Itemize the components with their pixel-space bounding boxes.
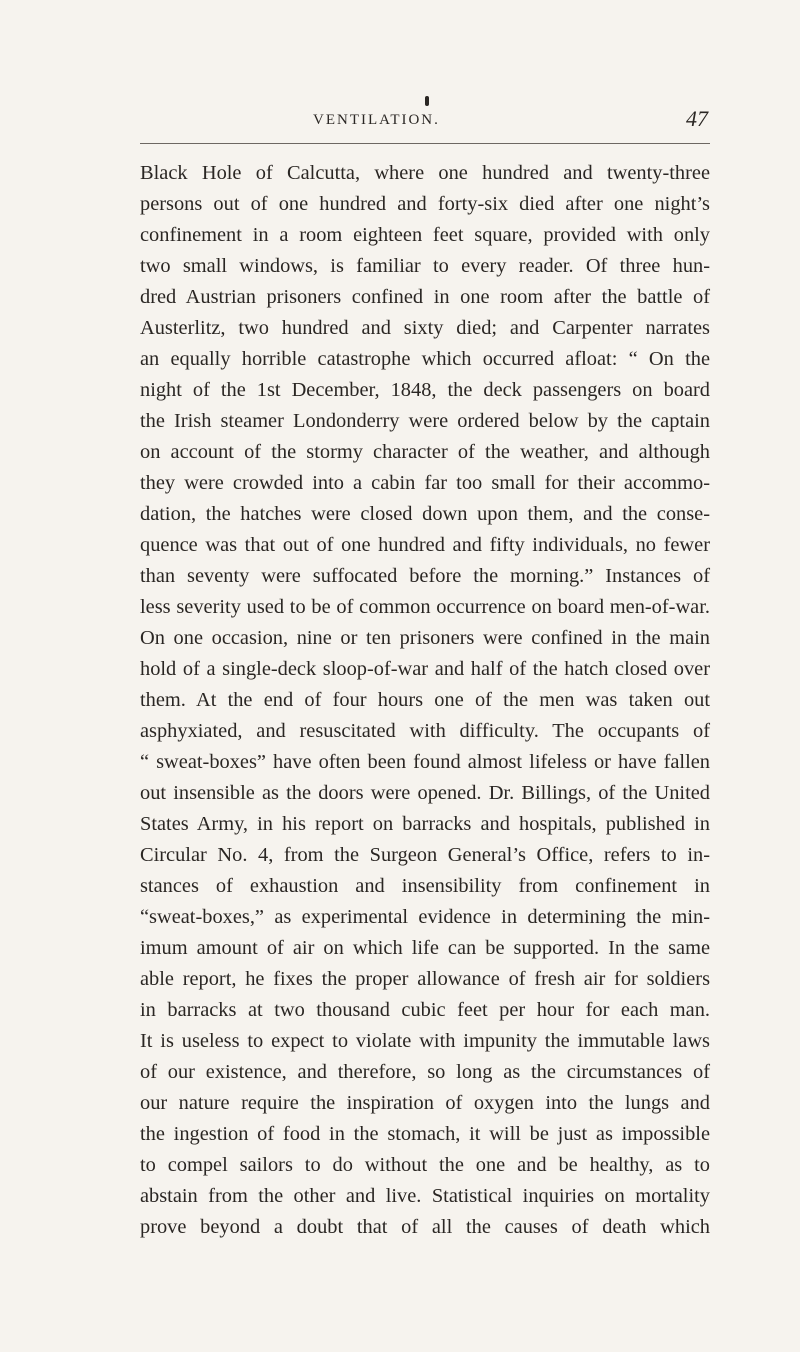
text-line: confinement in a room eighteen feet square, provided with only bbox=[140, 224, 710, 246]
text-line: night of the 1st December, 1848, the deck passengers on board bbox=[140, 379, 710, 401]
text-line: the ingestion of food in the stomach, it will be just as impossible bbox=[140, 1123, 710, 1145]
text-line: in barracks at two thousand cubic feet per hour for each man. bbox=[140, 999, 710, 1021]
running-head bbox=[140, 106, 710, 140]
text-line: the Irish steamer Londonderry were ordered below by the captain bbox=[140, 410, 710, 432]
text-line: asphyxiated, and resuscitated with difficulty. The occupants of bbox=[140, 720, 710, 742]
text-line: they were crowded into a cabin far too small for their accommo- bbox=[140, 472, 710, 494]
text-line: abstain from the other and live. Statistical inquiries on mortality bbox=[140, 1185, 710, 1207]
text-line: two small windows, is familiar to every reader. Of three hun- bbox=[140, 255, 710, 277]
text-line: hold of a single-deck sloop-of-war and half of the hatch closed over bbox=[140, 658, 710, 680]
text-line: Circular No. 4, from the Surgeon General’s Office, refers to in- bbox=[140, 844, 710, 866]
text-line: than seventy were suffocated before the morning.” Instances of bbox=[140, 565, 710, 587]
text-line: “sweat-boxes,” as experimental evidence in determining the min- bbox=[140, 906, 710, 928]
text-line: dation, the hatches were closed down upon them, and the conse- bbox=[140, 503, 710, 525]
text-line: quence was that out of one hundred and fifty individuals, no fewer bbox=[140, 534, 710, 556]
text-line: States Army, in his report on barracks and hospitals, published in bbox=[140, 813, 710, 835]
text-line: on account of the stormy character of the weather, and although bbox=[140, 441, 710, 463]
text-line: to compel sailors to do without the one and be healthy, as to bbox=[140, 1154, 710, 1176]
text-line: out insensible as the doors were opened. Dr. Billings, of the United bbox=[140, 782, 710, 804]
text-line: prove beyond a doubt that of all the causes of death which bbox=[140, 1216, 710, 1238]
running-title: VENTILATION. bbox=[313, 112, 440, 128]
text-line: them. At the end of four hours one of the men was taken out bbox=[140, 689, 710, 711]
text-line: persons out of one hundred and forty-six died after one night’s bbox=[140, 193, 710, 215]
text-line: stances of exhaustion and insensibility from confinement in bbox=[140, 875, 710, 897]
header-rule bbox=[140, 143, 710, 144]
text-line: “ sweat-boxes” have often been found almost lifeless or have fallen bbox=[140, 751, 710, 773]
text-line: dred Austrian prisoners confined in one room after the battle of bbox=[140, 286, 710, 308]
body-text bbox=[140, 158, 710, 1243]
text-line: our nature require the inspiration of oxygen into the lungs and bbox=[140, 1092, 710, 1114]
text-line: able report, he fixes the proper allowance of fresh air for soldiers bbox=[140, 968, 710, 990]
text-line: less severity used to be of common occurrence on board men-of-war. bbox=[140, 596, 710, 618]
text-line: It is useless to expect to violate with impunity the immutable laws bbox=[140, 1030, 710, 1052]
ink-speck bbox=[425, 96, 429, 106]
page-number: 47 bbox=[686, 106, 708, 131]
text-line: of our existence, and therefore, so long as the circumstances of bbox=[140, 1061, 710, 1083]
text-line: Black Hole of Calcutta, where one hundred and twenty-three bbox=[140, 162, 710, 184]
text-line: an equally horrible catastrophe which occurred afloat: “ On the bbox=[140, 348, 710, 370]
text-line: Austerlitz, two hundred and sixty died; and Carpenter narrates bbox=[140, 317, 710, 339]
text-line: imum amount of air on which life can be supported. In the same bbox=[140, 937, 710, 959]
text-line: On one occasion, nine or ten prisoners were confined in the main bbox=[140, 627, 710, 649]
